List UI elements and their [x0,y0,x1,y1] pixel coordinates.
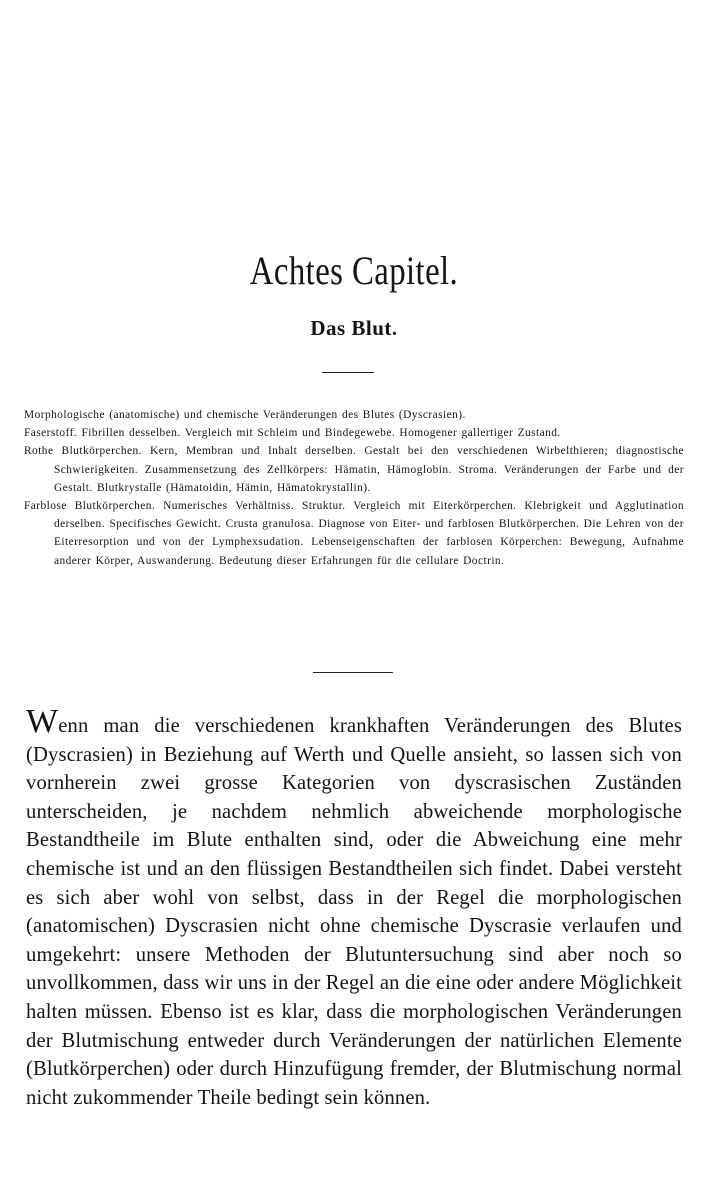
section-divider-top [322,372,374,373]
summary-paragraph: Rothe Blutkörperchen. Kern, Membran und Inhalt derselben. Gestalt bei den verschiedenen Wirbelthieren; diagnostische Schwierigkeiten. Zusammensetzung des Zellkörpers: Hämatin, Hämoglobin. Stroma. Veränderungen der Farbe und der Gestalt. Blutkrystalle (Hämatoidin, Hämin, Hämatokrystallin). [24,445,684,494]
summary-paragraph: Farblose Blutkörperchen. Numerisches Verhältniss. Struktur. Vergleich mit Eiterkörperchen. Klebrigkeit und Agglutination derselben. Specifisches Gewicht. Crusta granulosa. Diagnose von Eiter- und farblosen Blutkörperchen. Die Lehren von der Eiterresorption und von der Lymphexsudation. Lebenseigenschaften der farblosen Körperchen: Bewegung, Aufnahme anderer Körper, Auswanderung. Bedeutung dieser Erfahrungen für die cellulare Doctrin. [24,500,684,567]
summary-paragraph: Morphologische (anatomische) und chemische Veränderungen des Blutes (Dyscrasien). [24,409,466,421]
initial-letter: W [26,703,59,740]
body-paragraph [26,703,682,1112]
chapter-title: Achtes Capitel. [249,248,459,293]
body-paragraph-text: enn man die verschiedenen krankhaften Veränderungen des Blutes (Dyscrasien) in Beziehung auf Werth und Quelle ansieht, so lassen sich von vornherein zwei grosse Kategorien von dyscrasischen Zuständen unterscheiden, je nachdem nehmlich abweichende morphologische Bestandtheile im Blute enthalten sind, oder die Abweichung eine mehr chemische ist und an den flüssigen Bestandtheilen sich findet. Dabei versteht es sich aber wohl von selbst, dass in der Regel die morphologischen (anatomischen) Dyscrasien nicht ohne chemische Dyscrasie verlaufen und umgekehrt: unsere Methoden der Blutuntersuchung sind aber noch so unvollkommen, dass wir uns in der Regel an die eine oder andere Möglichkeit halten müssen. Ebenso ist es klar, dass die morphologischen Veränderungen der Blutmischung entweder durch Veränderungen der natürlichen Elemente (Blutkörperchen) oder durch Hinzufügung fremder, der Blutmischung normal nicht zukommender Theile bedingt sein können. [26,715,682,1109]
section-divider-bottom [313,672,393,673]
chapter-summary [24,406,684,570]
chapter-subtitle: Das Blut. [310,316,398,340]
summary-paragraph: Faserstoff. Fibrillen desselben. Vergleich mit Schleim und Bindegewebe. Homogener gallertiger Zustand. [24,427,561,440]
